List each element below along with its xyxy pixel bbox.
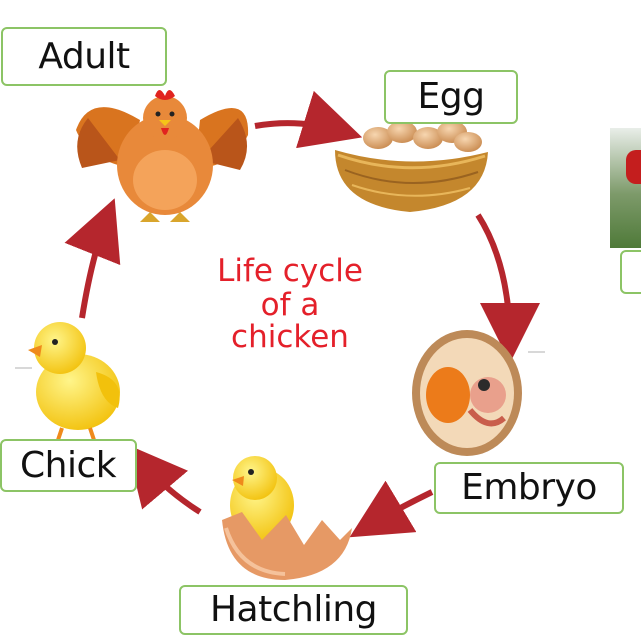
arrow-adult-to-egg bbox=[255, 123, 345, 132]
side-label-box bbox=[620, 250, 641, 294]
label-hatchling: Hatchling bbox=[179, 585, 408, 635]
embryo-egg-illustration bbox=[412, 330, 522, 456]
label-embryo: Embryo bbox=[434, 462, 624, 514]
label-egg: Egg bbox=[384, 70, 518, 124]
hen-illustration bbox=[76, 90, 248, 222]
hatchling-illustration bbox=[222, 456, 352, 580]
label-chick: Chick bbox=[0, 439, 137, 492]
arrow-egg-to-embryo bbox=[478, 215, 510, 345]
arrow-embryo-to-hatchling bbox=[365, 492, 432, 528]
arrow-chick-to-adult bbox=[82, 215, 108, 318]
arrow-hatchling-to-chick bbox=[138, 458, 200, 512]
title-line-3: chicken bbox=[231, 319, 349, 355]
side-photo-fragment bbox=[610, 128, 641, 248]
label-adult: Adult bbox=[1, 27, 167, 86]
title-line-2: of a bbox=[260, 287, 320, 323]
chick-illustration bbox=[28, 322, 120, 440]
side-photo-red-shape bbox=[626, 150, 641, 184]
title-line-1: Life cycle bbox=[217, 253, 363, 289]
egg-nest-illustration bbox=[335, 121, 488, 212]
